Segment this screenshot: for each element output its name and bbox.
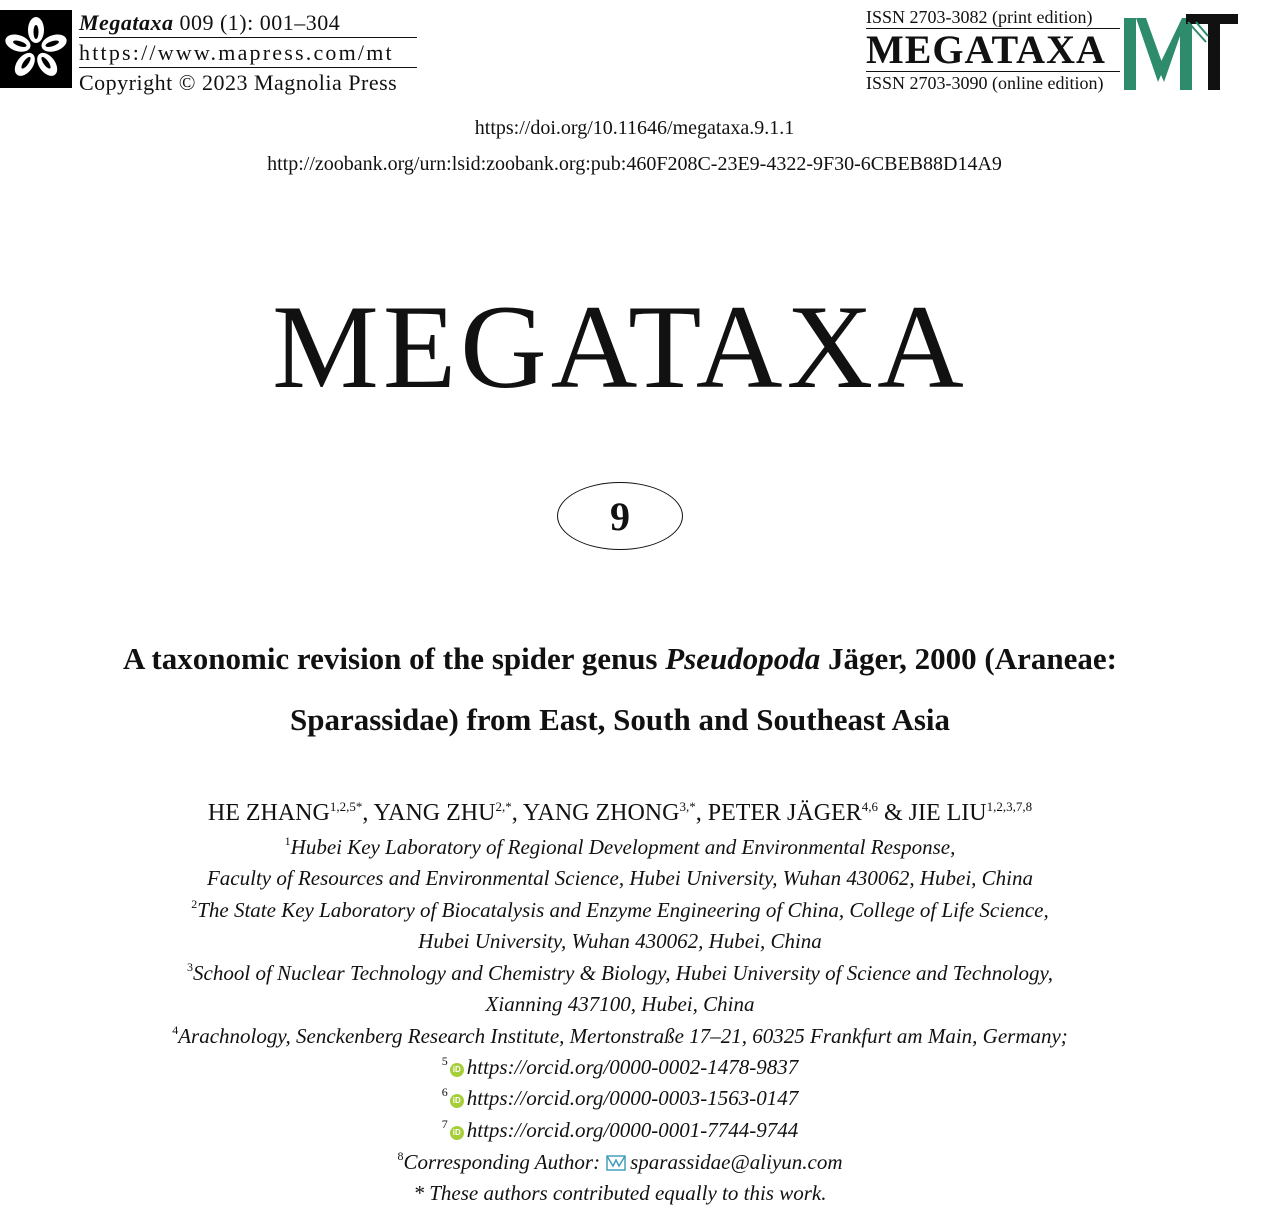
volume-badge [557, 482, 683, 550]
issn-online: ISSN 2703-3090 (online edition) [866, 73, 1104, 93]
orcid-link[interactable]: https://orcid.org/0000-0002-1478-9837 [466, 1055, 799, 1079]
author-affil-sup: 1,2,5* [329, 799, 363, 814]
author-affil-sup: 1,2,3,7,8 [986, 799, 1033, 814]
affiliation-1-cont: Faculty of Resources and Environmental Science, Hubei University, Wuhan 430062, Hubei, China [206, 866, 1034, 890]
author-affil-sup: 3,* [679, 799, 696, 814]
journal-issue-line [79, 8, 417, 37]
author-name: JIE LIU [908, 800, 987, 826]
article-title-line2: Sparassidae) from East, South and Southeast Asia [289, 702, 951, 737]
mt-logo-icon [1122, 12, 1242, 92]
orcid-icon: iD [450, 1094, 464, 1108]
volume-number: 9 [610, 493, 630, 539]
journal-title: MEGATAXA [272, 280, 968, 413]
author-affil-sup: 4,6 [861, 799, 878, 814]
orcid-6: $^6$iD https://orcid.org/0000-0003-1563-0147 [441, 1085, 799, 1110]
mail-icon [606, 1149, 626, 1181]
zoobank-link[interactable]: http://zoobank.org/urn:lsid:zoobank.org:pub:460F208C-23E9-4322-9F30-6CBEB88D14A9 [267, 153, 1002, 175]
orcid-5: $^5$iD https://orcid.org/0000-0002-1478-9837 [441, 1054, 799, 1079]
orcid-7: $^7$iD https://orcid.org/0000-0001-7744-9744 [441, 1117, 799, 1142]
affiliation-3: $^3$School of Nuclear Technology and Chemistry & Biology, Hubei University of Science and Technology, [187, 960, 1053, 985]
flower-icon [0, 10, 72, 88]
magnolia-press-logo [0, 10, 72, 88]
article-title-line1: A taxonomic revision of the spider genus Pseudopoda Jäger, 2000 (Araneae: [123, 641, 1117, 676]
orcid-link[interactable]: https://orcid.org/0000-0003-1563-0147 [466, 1086, 799, 1110]
author-name: YANG ZHU [373, 800, 496, 826]
email-link[interactable]: sparassidae@aliyun.com [630, 1150, 843, 1174]
issue-pages: 009 (1): 001–304 [179, 10, 341, 35]
issn-print: ISSN 2703-3082 (print edition) [866, 7, 1093, 27]
affiliation-2-cont: Hubei University, Wuhan 430062, Hubei, China [418, 929, 822, 953]
author-name: PETER JÄGER [707, 800, 862, 826]
orcid-link[interactable]: https://orcid.org/0000-0001-7744-9744 [466, 1118, 799, 1142]
orcid-icon: iD [450, 1063, 464, 1077]
journal-citation-block [79, 8, 417, 97]
author-affil-sup: 2,* [495, 799, 512, 814]
author-list: HE $ZHANG^{1,2,5*}$, YANG $ZHU^{2,*}$, YANG $ZHONG^{3,*}$, PETER JÄGER$^{4,6}$ & JIE LIU$^{1,2,3,7,8}$ [207, 799, 1033, 826]
affiliation-3-cont: Xianning 437100, Hubei, China [485, 992, 755, 1016]
corresponding-author: $^8$Corresponding Author: sparassidae@aliyun.com [0, 1147, 1240, 1181]
megataxa-mt-logo [1122, 12, 1242, 92]
doi-link[interactable]: https://doi.org/10.11646/megataxa.9.1.1 [474, 117, 795, 139]
article-title [20, 628, 1220, 750]
equal-contribution-note: * These authors contributed equally to this work. [413, 1181, 827, 1205]
copyright-text: Copyright © 2023 Magnolia Press [79, 70, 398, 95]
issn-block [866, 6, 1120, 94]
affiliation-2: $^2$The State Key Laboratory of Biocatalysis and Enzyme Engineering of China, College of Life Science, [191, 897, 1049, 922]
author-name: YANG ZHONG [522, 800, 680, 826]
journal-url-link[interactable]: https://www.mapress.com/mt [79, 40, 394, 65]
journal-name: Megataxa [79, 10, 174, 35]
affiliation-4: $^4$Arachnology, Senckenberg Research Institute, Mertonstraße 17–21, 60325 Frankfurt am Main, Germany; [172, 1023, 1068, 1048]
orcid-icon: iD [450, 1126, 464, 1140]
genus-name: Pseudopoda [665, 641, 821, 676]
brand-wordmark: MEGATAXA [866, 27, 1106, 72]
author-name: HE ZHANG [207, 800, 330, 826]
affiliation-1: $^1$Hubei Key Laboratory of Regional Development and Environmental Response, [284, 834, 956, 859]
